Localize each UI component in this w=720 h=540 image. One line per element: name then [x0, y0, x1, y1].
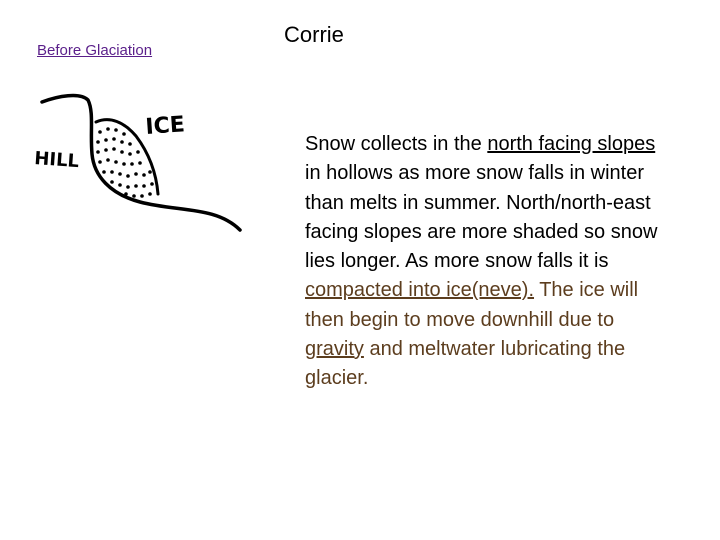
desc-part-5: The ice will then begin to move downhill due to	[305, 279, 639, 331]
ice-stipple	[96, 127, 154, 198]
corrie-sketch	[28, 92, 278, 252]
desc-compacted: compacted into ice(neve).	[305, 279, 535, 302]
desc-north-facing: north facing slopes	[487, 133, 656, 155]
corrie-description	[305, 130, 665, 394]
page-title: Corrie	[284, 22, 344, 47]
before-glaciation-link[interactable]: Before Glaciation	[37, 42, 153, 59]
ice-label: ICE	[144, 112, 186, 140]
desc-gravity: gravity	[305, 338, 364, 361]
hill-label: HILL	[33, 148, 80, 173]
desc-part-1: Snow collects in the	[305, 133, 488, 155]
desc-part-7: and meltwater lubricating the glacier.	[305, 338, 626, 390]
desc-part-3: in hollows as more snow falls in winter than melts in summer. North/north-east facing slopes are more shaded so snow lies longer. As more snow falls it is	[305, 162, 658, 273]
